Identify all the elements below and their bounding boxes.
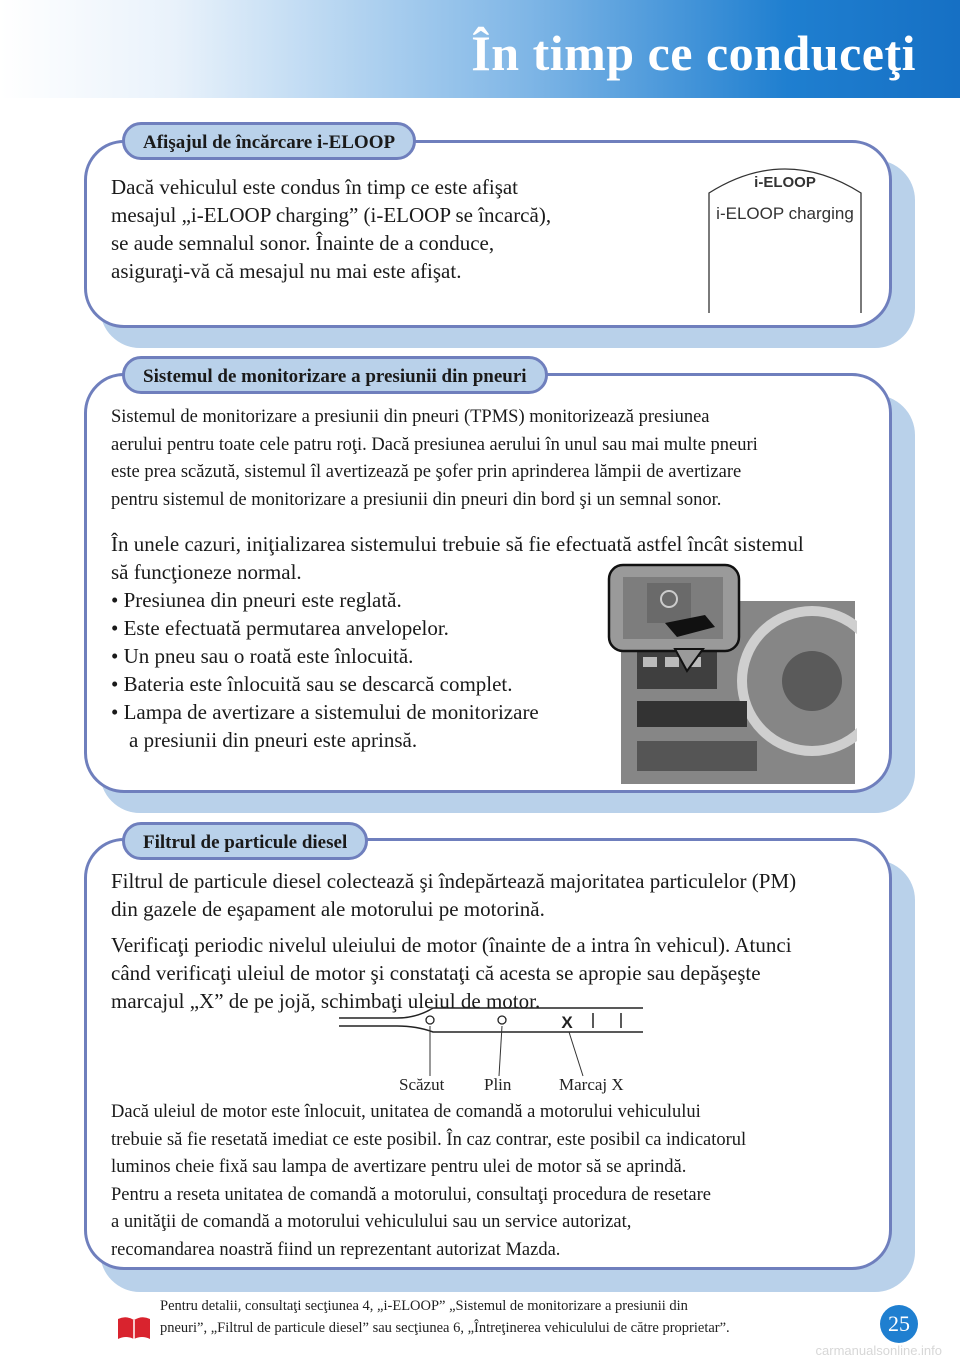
dipstick-label-x: Marcaj X bbox=[559, 1075, 624, 1094]
section-tpms bbox=[84, 373, 892, 793]
text-line: aerului pentru toate cele patru roţi. Dacă presiunea aerului în unul sau mai multe pneuri bbox=[111, 434, 758, 455]
text-line: mesajul „i-ELOOP charging” (i-ELOOP se încarcă), bbox=[111, 203, 552, 227]
section-title: Sistemul de monitorizare a presiunii din pneuri bbox=[122, 356, 548, 394]
text-line: pentru sistemul de monitorizare a presiunii din pneuri din bord şi un semnal sonor. bbox=[111, 489, 722, 510]
dpf-paragraph-2 bbox=[111, 931, 881, 1015]
text-line: când verificaţi uleiul de motor şi constataţi că acesta se apropie sau depăşeşte bbox=[111, 961, 761, 985]
bullet-item: • Este efectuată permutarea anvelopelor. bbox=[111, 616, 449, 640]
dipstick-label-full: Plin bbox=[484, 1075, 512, 1094]
dipstick-label-low: Scăzut bbox=[399, 1075, 445, 1094]
iEloop-logo: i-ELOOP bbox=[754, 174, 816, 191]
bullet-item: • Un pneu sau o roată este înlocuită. bbox=[111, 644, 414, 668]
footer-reference bbox=[160, 1295, 860, 1339]
bullet-item: a presiunii din pneuri este aprinsă. bbox=[129, 728, 418, 752]
bullet-item: • Presiunea din pneuri este reglată. bbox=[111, 588, 402, 612]
text-line: a unităţii de comandă a motorului vehiculului sau un service autorizat, bbox=[111, 1212, 632, 1232]
iEloop-display-illustration bbox=[705, 153, 865, 318]
book-icon bbox=[116, 1315, 152, 1341]
text-line: Filtrul de particule diesel colectează şi îndepărtează majoritatea particulelor (PM) bbox=[111, 869, 797, 893]
tpms-switch-illustration bbox=[607, 561, 857, 786]
text-line: Pentru a reseta unitatea de comandă a motorului, consultaţi procedura de resetare bbox=[111, 1184, 711, 1205]
full-mark bbox=[498, 1016, 506, 1024]
text-line: Sistemul de monitorizare a presiunii din pneuri (TPMS) monitorizează presiunea bbox=[111, 407, 710, 427]
text-line: trebuie să fie resetată imediat ce este posibil. În caz contrar, este posibil ca indicatorul bbox=[111, 1129, 747, 1150]
text-line: luminos cheie fixă sau lampa de avertizare pentru ulei de motor să se aprindă. bbox=[111, 1157, 687, 1177]
tpms-bullets bbox=[111, 586, 591, 754]
text-line: se aude semnalul sonor. Înainte de a conduce, bbox=[111, 231, 495, 255]
text-line: Verificaţi periodic nivelul uleiului de motor (înainte de a intra în vehicul). Atunci bbox=[111, 933, 792, 957]
text-line: să funcţioneze normal. bbox=[111, 560, 302, 584]
text-line: din gazele de eşapament ale motorului pe motorină. bbox=[111, 897, 545, 921]
text-line: În unele cazuri, iniţializarea sistemului trebuie să fie efectuată astfel încât sistemul bbox=[111, 532, 804, 556]
watermark: carmanualsonline.info bbox=[815, 1343, 942, 1358]
text-line: asiguraţi-vă că mesajul nu mai este afişat. bbox=[111, 259, 462, 283]
section-title: Afişajul de încărcare i-ELOOP bbox=[122, 122, 416, 160]
page-number: 25 bbox=[880, 1305, 918, 1343]
page-title: În timp ce conduceţi bbox=[471, 25, 916, 81]
iEloop-text bbox=[111, 173, 611, 285]
dpf-paragraph-3 bbox=[111, 1099, 886, 1264]
bullet-item: • Bateria este înlocuită sau se descarcă complet. bbox=[111, 672, 513, 696]
x-mark: X bbox=[561, 1013, 573, 1032]
footer-line: Pentru detalii, consultaţi secţiunea 4, „i-ELOOP” „Sistemul de monitorizare a presiunii din bbox=[160, 1298, 688, 1314]
tpms-intro bbox=[111, 404, 881, 514]
bullet-item: • Lampa de avertizare a sistemului de monitorizare bbox=[111, 700, 539, 724]
section-dpf bbox=[84, 838, 892, 1270]
iEloop-charging-message: i-ELOOP charging bbox=[716, 204, 854, 223]
footer-line: pneuri”, „Filtrul de particule diesel” sau secţiunea 6, „Întreţinerea vehiculului de către proprietar”. bbox=[160, 1320, 730, 1336]
text-line: marcajul „X” de pe jojă, schimbaţi uleiul de motor. bbox=[111, 989, 541, 1013]
low-mark bbox=[426, 1016, 434, 1024]
text-line: este prea scăzută, sistemul îl avertizează pe şofer prin aprinderea lămpii de avertizare bbox=[111, 462, 742, 482]
text-line: Dacă uleiul de motor este înlocuit, unitatea de comandă a motorului vehiculului bbox=[111, 1102, 701, 1122]
page-header bbox=[0, 0, 960, 98]
section-title: Filtrul de particule diesel bbox=[122, 822, 368, 860]
text-line: recomandarea noastră fiind un reprezentant autorizat Mazda. bbox=[111, 1239, 561, 1260]
dpf-paragraph-1 bbox=[111, 867, 881, 923]
text-line: Dacă vehiculul este condus în timp ce este afişat bbox=[111, 175, 519, 199]
section-iEloop bbox=[84, 140, 892, 328]
